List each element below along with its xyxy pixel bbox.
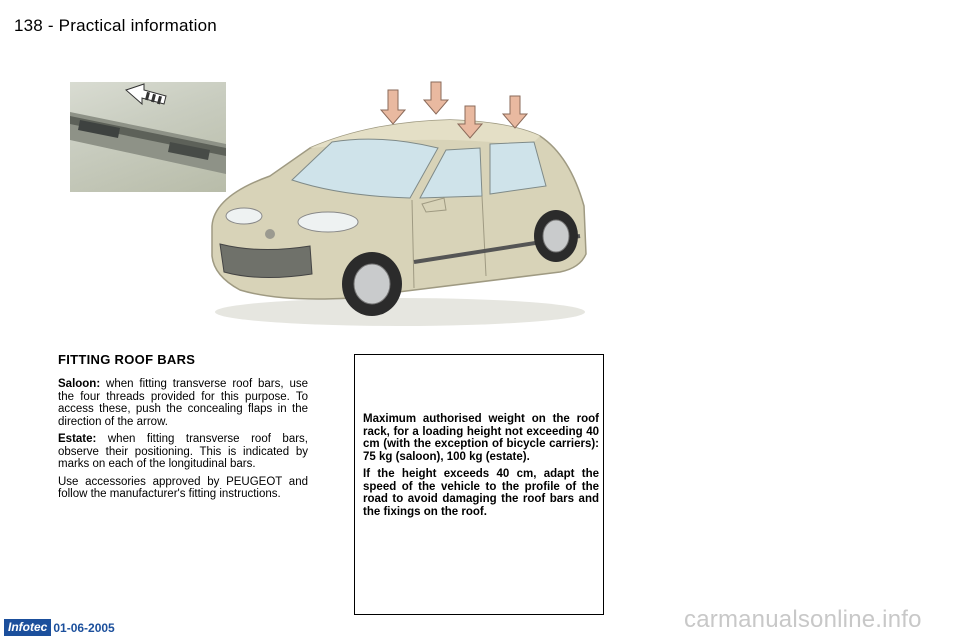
notice-text <box>363 413 599 523</box>
car-illustration <box>200 76 600 336</box>
weight-notice: Maximum authorised weight on the roof rack, for a loading height not exceeding 40 cm (with the exception of bicycle carriers): 75 kg (saloon), 100 kg (estate). <box>363 413 599 463</box>
estate-paragraph <box>58 433 308 471</box>
section-heading: FITTING ROOF BARS <box>58 352 196 367</box>
height-notice: If the height exceeds 40 cm, adapt the speed of the vehicle to the profile of the road to avoid damaging the roof bars and the fixings on the roof. <box>363 468 599 518</box>
page-title: 138 - Practical information <box>14 16 217 35</box>
accessories-paragraph: Use accessories approved by PEUGEOT and follow the manufacturer's fitting instructions. <box>58 475 308 500</box>
footer-date: 01-06-2005 <box>53 620 115 635</box>
saloon-label: Saloon: <box>58 378 101 390</box>
footer <box>4 619 115 636</box>
watermark: carmanualsonline.info <box>684 606 922 633</box>
infotec-logo: Infotec <box>4 619 51 636</box>
estate-text: when fitting transverse roof bars, observe their positioning. This is indicated by marks on each of the longitudinal bars. <box>58 433 308 470</box>
instructions-column <box>58 378 308 506</box>
saloon-paragraph <box>58 378 308 428</box>
saloon-text: when fitting transverse roof bars, use the four threads provided for this purpose. To access these, push the concealing flaps in the direction of the arrow. <box>58 378 308 428</box>
notice-box <box>354 354 604 615</box>
estate-label: Estate: <box>58 433 97 445</box>
